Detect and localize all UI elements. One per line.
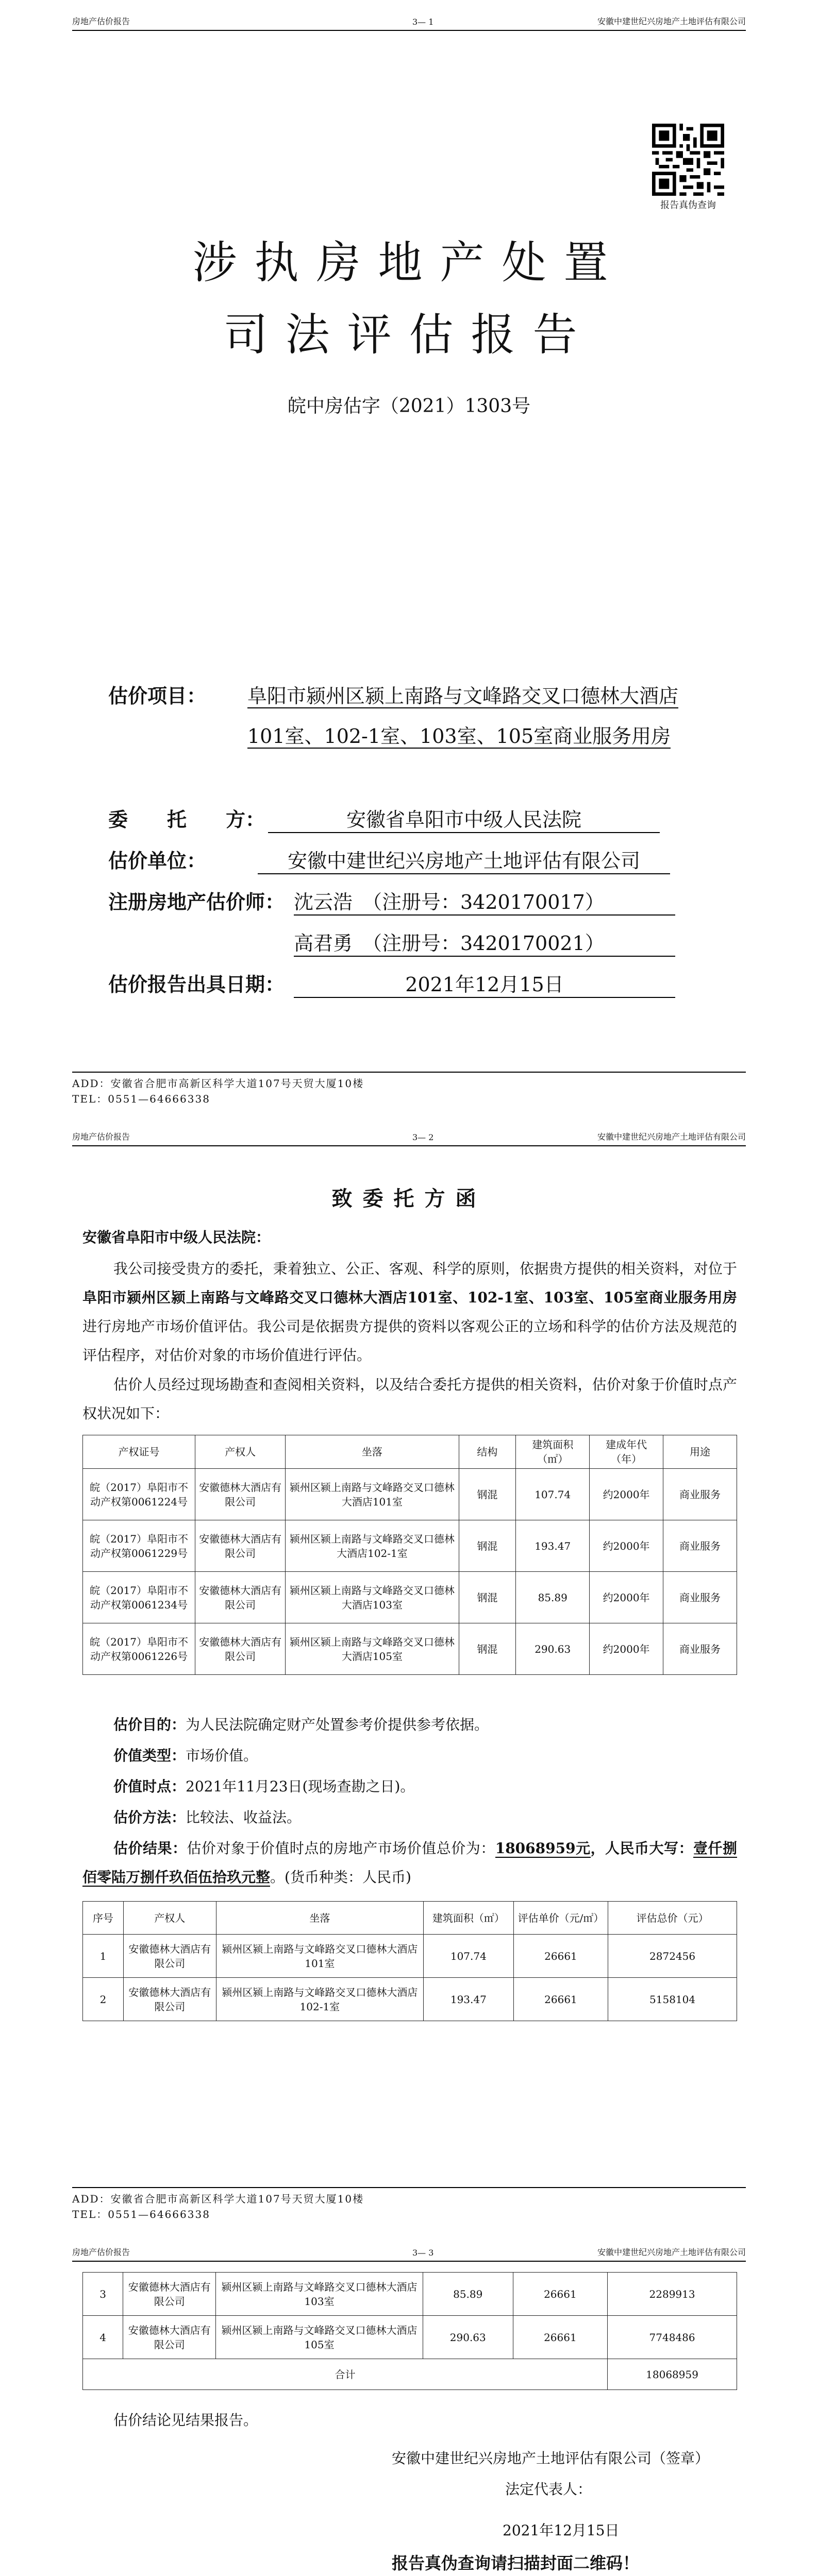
table-cell: 7748486 xyxy=(608,2316,737,2359)
table-cell: 商业服务 xyxy=(663,1572,737,1623)
table-cell: 26661 xyxy=(513,2273,607,2316)
table-cell: 颍州区颍上南路与文峰路交叉口德林大酒店102-1室 xyxy=(216,1978,423,2021)
project-value: 阜阳市颍州区颍上南路与文峰路交叉口德林大酒店101室、102-1室、103室、105室商业服务用房 xyxy=(247,685,679,748)
table-cell: 皖（2017）阜阳市不动产权第0061226号 xyxy=(83,1623,195,1675)
table-cell: 26661 xyxy=(513,1935,608,1978)
table-cell: 安徽德林大酒店有限公司 xyxy=(195,1572,286,1623)
table-cell: 安徽德林大酒店有限公司 xyxy=(123,1978,216,2021)
property-rights-table xyxy=(82,1435,737,1675)
table-row xyxy=(83,1469,737,1520)
project-label: 估价项目： xyxy=(108,684,207,707)
value-point-line: 价值时点：2021年11月23日(现场查勘之日)。 xyxy=(113,1778,415,1795)
verify-note: 报告真伪查询请扫描封面二维码！ xyxy=(392,2553,640,2573)
table-cell: 193.47 xyxy=(516,1520,590,1572)
table-cell: 107.74 xyxy=(516,1469,590,1520)
table-cell: 颍州区颍上南路与文峰路交叉口德林大酒店101室 xyxy=(216,1935,423,1978)
report-title-line1: 涉执房地产处置 xyxy=(192,237,626,289)
table-header-cell: 评估总价（元） xyxy=(608,1902,737,1935)
header-right: 安徽中建世纪兴房地产土地评估有限公司 xyxy=(597,16,746,26)
table-row xyxy=(83,2273,737,2316)
table-cell: 皖（2017）阜阳市不动产权第0061234号 xyxy=(83,1572,195,1623)
table-cell: 商业服务 xyxy=(663,1469,737,1520)
table-cell: 钢混 xyxy=(459,1469,516,1520)
letter-addressee: 安徽省阜阳市中级人民法院： xyxy=(82,1229,271,1246)
method-line: 估价方法：比较法、收益法。 xyxy=(113,1809,302,1826)
table-cell: 107.74 xyxy=(423,1935,513,1978)
page-footer xyxy=(72,2187,746,2222)
table-cell: 颍州区颍上南路与文峰路交叉口德林大酒店103室 xyxy=(216,2273,423,2316)
footer-address: ADD：安徽省合肥市高新区科学大道107号天贸大厦10楼 xyxy=(72,1077,364,1090)
table-header-cell: 建筑面积（㎡） xyxy=(423,1902,513,1935)
table-cell: 安徽德林大酒店有限公司 xyxy=(195,1469,286,1520)
footer-tel: TEL：0551—64666338 xyxy=(72,1093,210,1105)
report-title-line2: 司法评估报告 xyxy=(223,309,595,361)
cover-page xyxy=(0,0,818,1108)
footer-tel: TEL：0551—64666338 xyxy=(72,2208,210,2221)
table-cell: 颍州区颍上南路与文峰路交叉口德林大酒店102-1室 xyxy=(286,1520,459,1572)
table-header-cell: 评估单价（元/㎡） xyxy=(513,1902,608,1935)
table-cell: 颍州区颍上南路与文峰路交叉口德林大酒店105室 xyxy=(286,1623,459,1675)
table-cell: 约2000年 xyxy=(590,1623,663,1675)
qr-code-block xyxy=(652,124,729,211)
letter-page-2 xyxy=(0,1115,818,2223)
table-cell: 2872456 xyxy=(608,1935,737,1978)
table-header-cell: 产权人 xyxy=(123,1902,216,1935)
appraiser-label: 估价单位： xyxy=(108,849,207,872)
page-header xyxy=(72,2240,746,2262)
signer: 安徽中建世纪兴房地产土地评估有限公司（签章） xyxy=(392,2450,710,2467)
legal-representative: 法定代表人： xyxy=(505,2481,592,2498)
date-label: 估价报告出具日期： xyxy=(108,973,285,996)
table-cell: 5158104 xyxy=(608,1978,737,2021)
table-header-cell: 坐落 xyxy=(216,1902,423,1935)
value-type-line: 价值类型：市场价值。 xyxy=(113,1747,258,1764)
table-cell: 安徽德林大酒店有限公司 xyxy=(123,1935,216,1978)
valuer-1: 沈云浩 （注册号：3420170017） xyxy=(294,886,675,916)
table-cell: 85.89 xyxy=(423,2273,513,2316)
table-header-cell: 产权证号 xyxy=(83,1435,195,1469)
header-left: 房地产估价报告 xyxy=(72,2247,130,2257)
table-cell: 26661 xyxy=(513,1978,608,2021)
table-row xyxy=(83,1623,737,1675)
letter-paragraph-1: 我公司接受贵方的委托，秉着独立、公正、客观、科学的原则，依据贵方提供的相关资料，对位于阜阳市颍州区颍上南路与文峰路交叉口德林大酒店101室、102-1室、103室、105室商业服务用房进行房地产市场价值评估。我公司是依据贵方提供的资料以客观公正的立场和科学的估价方法及规范的评估程序，对估价对象的市场价值进行评估。 xyxy=(82,1260,737,1364)
table-row xyxy=(83,1935,737,1978)
header-page-number: 3— 2 xyxy=(412,1132,434,1142)
letter-title: 致委托方函 xyxy=(331,1187,487,1211)
table-header-row xyxy=(83,1902,737,1935)
table-header-cell: 产权人 xyxy=(195,1435,286,1469)
table-cell: 4 xyxy=(83,2316,123,2359)
valuer-2: 高君勇 （注册号：3420170021） xyxy=(294,927,675,957)
header-left: 房地产估价报告 xyxy=(72,16,130,26)
letter-page-3 xyxy=(0,2231,818,2576)
table-cell: 钢混 xyxy=(459,1572,516,1623)
header-right: 安徽中建世纪兴房地产土地评估有限公司 xyxy=(597,1132,746,1142)
table-total-row xyxy=(83,2359,737,2390)
footer-address: ADD：安徽省合肥市高新区科学大道107号天贸大厦10楼 xyxy=(72,2193,364,2205)
table-cell: 颍州区颍上南路与文峰路交叉口德林大酒店105室 xyxy=(216,2316,423,2359)
table-cell: 85.89 xyxy=(516,1572,590,1623)
table-cell: 钢混 xyxy=(459,1520,516,1572)
table-cell: 2289913 xyxy=(608,2273,737,2316)
table-cell: 1 xyxy=(83,1935,124,1978)
closing-line: 估价结论见结果报告。 xyxy=(113,2412,258,2429)
purpose-line: 估价目的：为人民法院确定财产处置参考价提供参考依据。 xyxy=(113,1716,489,1733)
header-page-number: 3— 1 xyxy=(412,17,434,27)
valuer-label: 注册房地产估价师： xyxy=(108,890,285,913)
valuation-result-table-continued xyxy=(82,2272,737,2390)
table-total-label: 合计 xyxy=(83,2359,608,2390)
table-cell: 安徽德林大酒店有限公司 xyxy=(195,1623,286,1675)
header-page-number: 3— 3 xyxy=(412,2248,434,2258)
client-label: 委 托 方： xyxy=(108,808,265,831)
table-row xyxy=(83,1520,737,1572)
table-header-cell: 坐落 xyxy=(286,1435,459,1469)
table-header-cell: 建筑面积（㎡） xyxy=(516,1435,590,1469)
appraiser-value: 安徽中建世纪兴房地产土地评估有限公司 xyxy=(258,845,670,874)
header-right: 安徽中建世纪兴房地产土地评估有限公司 xyxy=(597,2247,746,2257)
table-row xyxy=(83,1572,737,1623)
report-number: 皖中房估字（2021）1303号 xyxy=(287,396,531,417)
table-header-cell: 建成年代（年） xyxy=(590,1435,663,1469)
table-cell: 安徽德林大酒店有限公司 xyxy=(123,2273,216,2316)
table-header-cell: 结构 xyxy=(459,1435,516,1469)
table-header-cell: 序号 xyxy=(83,1902,124,1935)
page-header xyxy=(72,9,746,31)
table-cell: 皖（2017）阜阳市不动产权第0061229号 xyxy=(83,1520,195,1572)
table-total-value: 18068959 xyxy=(608,2359,737,2390)
table-cell: 26661 xyxy=(513,2316,607,2359)
table-header-row xyxy=(83,1435,737,1469)
table-cell: 钢混 xyxy=(459,1623,516,1675)
table-cell: 商业服务 xyxy=(663,1623,737,1675)
table-cell: 193.47 xyxy=(423,1978,513,2021)
client-value: 安徽省阜阳市中级人民法院 xyxy=(268,804,660,833)
qr-code-icon[interactable] xyxy=(652,124,724,196)
result-line: 估价结果：估价对象于价值时点的房地产市场价值总价为：18068959元，人民币大写：壹仟捌佰零陆万捌仟玖佰伍拾玖元整。(货币种类：人民币) xyxy=(82,1840,737,1886)
table-cell: 约2000年 xyxy=(590,1469,663,1520)
table-cell: 安徽德林大酒店有限公司 xyxy=(195,1520,286,1572)
table-cell: 2 xyxy=(83,1978,124,2021)
table-row xyxy=(83,1978,737,2021)
table-cell: 商业服务 xyxy=(663,1520,737,1572)
table-cell: 皖（2017）阜阳市不动产权第0061224号 xyxy=(83,1469,195,1520)
qr-caption: 报告真伪查询 xyxy=(660,200,716,211)
sign-date: 2021年12月15日 xyxy=(503,2522,620,2539)
page-footer xyxy=(72,1072,746,1107)
table-header-cell: 用途 xyxy=(663,1435,737,1469)
table-cell: 290.63 xyxy=(516,1623,590,1675)
table-cell: 颍州区颍上南路与文峰路交叉口德林大酒店101室 xyxy=(286,1469,459,1520)
table-cell: 290.63 xyxy=(423,2316,513,2359)
table-cell: 约2000年 xyxy=(590,1520,663,1572)
valuation-result-table xyxy=(82,1901,737,2021)
letter-paragraph-2: 估价人员经过现场勘查和查阅相关资料，以及结合委托方提供的相关资料，估价对象于价值时点产权状况如下： xyxy=(82,1376,737,1422)
header-left: 房地产估价报告 xyxy=(72,1132,130,1142)
page-header xyxy=(72,1125,746,1146)
table-cell: 颍州区颍上南路与文峰路交叉口德林大酒店103室 xyxy=(286,1572,459,1623)
table-cell: 约2000年 xyxy=(590,1572,663,1623)
table-cell: 安徽德林大酒店有限公司 xyxy=(123,2316,216,2359)
table-row xyxy=(83,2316,737,2359)
date-value: 2021年12月15日 xyxy=(294,969,675,998)
table-cell: 3 xyxy=(83,2273,123,2316)
